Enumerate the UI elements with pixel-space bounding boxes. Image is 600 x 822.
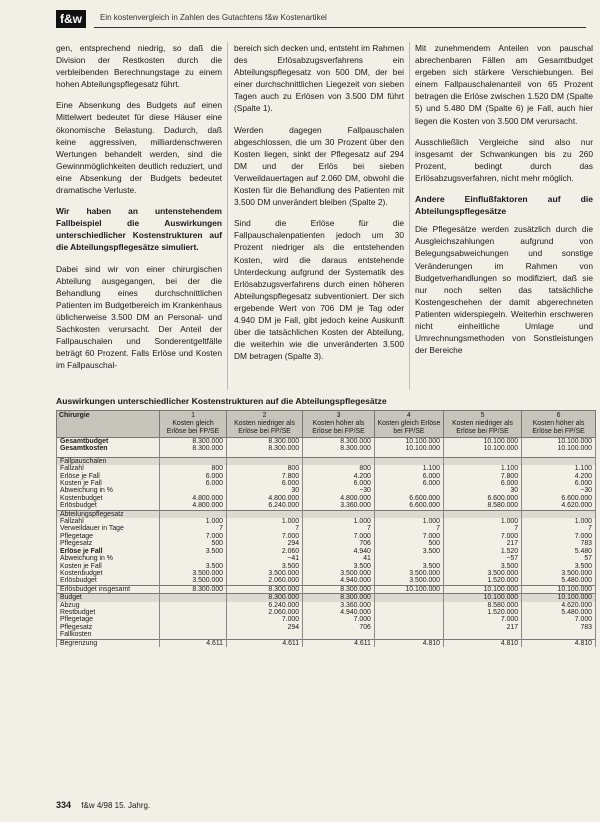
table-cell: 7 [522,525,596,532]
table-row [57,570,596,577]
table-cell [160,624,227,631]
table-cell: 294 [227,540,303,547]
table-cell: 3.360.000 [303,602,375,609]
column-number: 6 [556,412,561,419]
table-cell: 57 [522,555,596,562]
paragraph: Ausschließlich Vergleiche sind also nur insgesamt der Schwankungen bis zu 260 Prozent, bedingt durch das Erlösabzugsverfahren, nicht mehr möglich. [415,136,593,183]
table-cell: 4.200 [522,473,596,480]
table-cell: 4.810 [522,639,596,647]
table-cell: 1.000 [374,518,443,525]
section-heading: Andere Einflußfaktoren auf die Abteilungspflegesätze [415,194,593,217]
column-description: Kosten niedriger als Erlöse bei FP/SE [234,420,295,435]
row-label: Abweichung in % [57,555,160,562]
table-cell: 6.000 [303,480,375,487]
row-label: Pflegesatz [57,624,160,631]
table-row [57,487,596,494]
table-cell [374,510,443,518]
page-header [56,10,586,30]
column-description: Kosten gleich Erlöse bei FP/SE [166,420,220,435]
table-stub-header: Chirurgie [57,411,160,438]
table-cell: −57 [443,555,521,562]
table-cell: 41 [303,555,375,562]
row-label: Verweildauer in Tage [57,525,160,532]
table-cell: 3.500 [374,563,443,570]
table-cell: 3.360.000 [303,502,375,510]
row-label: Kosten je Fall [57,480,160,487]
table-cell: 4.200 [303,473,375,480]
table-cell: 294 [227,624,303,631]
row-label: Erlöse je Fall [57,473,160,480]
table-cell: 3.500 [374,548,443,555]
paragraph: bereich sich decken und, entsteht im Rahmen des Erlösabzugsverfahrens ein Abteilungspflegesatz von 500 DM, der bei einer durchschnittlichen Liegezeit von sieben Tagen auch zu Erlösen von 3.500 DM führt (Spalte 1). [234,43,404,114]
table-cell: 4.611 [160,639,227,647]
table-cell [227,510,303,518]
column-description: Kosten gleich Erlöse bei FP/SE [377,420,441,435]
row-label: Pflegetage [57,533,160,540]
table-row [57,577,596,585]
table-cell [160,602,227,609]
table-cell: 500 [374,540,443,547]
table-cell: 6.600.000 [374,502,443,510]
table-cell [443,631,521,639]
table-cell: 7 [374,525,443,532]
table-row [57,457,596,465]
table-cell: 783 [522,540,596,547]
table-cell: 8.300.000 [227,585,303,593]
paragraph: Dabei sind wir von einer chirurgischen Abteilung ausgegangen, bei der die Behandlung eines durchschnittlichen Patienten im Budgetbereich im Krankenhaus üblicherweise 3.500 DM an Personal- und Sachkosten verursacht. Der Anteil der Fallpauschalen und Sonderentgeltfälle beträgt 60 Prozent. Falls Erlöse und Kosten im Fallpauschal- [56,263,222,371]
table-cell: 4.620.000 [522,502,596,510]
column-number: 4 [407,412,411,419]
table-cell: 7.000 [160,533,227,540]
table-cell [303,631,375,639]
table-cell: 4.611 [227,639,303,647]
table-row [57,609,596,616]
table-cell [160,631,227,639]
table-cell: 4.940.000 [303,609,375,616]
table-row [57,438,596,446]
column-header [522,411,596,438]
table-cell [374,631,443,639]
table-row [57,510,596,518]
table-cell: 8.580.000 [443,602,521,609]
table-row [57,585,596,593]
table-cell: 10.100.000 [522,585,596,593]
table-cell: 5.480.000 [522,577,596,585]
table-cell: 7.000 [227,533,303,540]
table-cell [374,457,443,465]
table-cell: 10.100.000 [374,445,443,452]
column-number: 5 [480,412,485,419]
table-row [57,525,596,532]
table-cell: 7 [227,525,303,532]
column-header [160,411,227,438]
row-label: Budget [57,594,160,602]
text-column-3 [415,42,593,365]
table-cell: 6.600.000 [522,495,596,502]
table-cell: 3.500 [522,563,596,570]
table-cell: 6.600.000 [443,495,521,502]
table-row [57,616,596,623]
row-label: Erlösbudget [57,502,160,510]
row-label: Kosten je Fall [57,563,160,570]
table-cell: 4.611 [303,639,375,647]
table-cell [160,510,227,518]
table-row [57,495,596,502]
row-label: Kostenbudget [57,570,160,577]
table-cell: 8.300.000 [160,445,227,452]
table-cell: 6.600.000 [374,495,443,502]
journal-logo: f&w [56,10,86,28]
table-cell: 1.000 [227,518,303,525]
table-cell [160,609,227,616]
table-cell: 4.800.000 [160,502,227,510]
table-cell: 7.000 [522,616,596,623]
table-cell: 3.500 [227,563,303,570]
table-cell: 10.100.000 [374,438,443,446]
table-cell: 706 [303,540,375,547]
table-cell: 3.500.000 [522,570,596,577]
table-cell: 217 [443,624,521,631]
table-cell: 6.240.000 [227,602,303,609]
column-header [227,411,303,438]
table-cell [160,555,227,562]
table-cell: 10.100.000 [522,445,596,452]
table-cell: 10.100.000 [443,594,521,602]
table-cell: 7 [303,525,375,532]
table-cell: 7.000 [443,533,521,540]
paragraph: Werden dagegen Fallpauschalen abgeschlossen, die um 30 Prozent über den Kosten liegen, sinkt der Pflegesatz auf 294 DM und der Erlös bei sieben Verweildauertagen auf 2.060 DM, obwohl die Kosten für die Behandlung des Patienten mit 3.500 DM unverändert bleiben (Spalte 2). [234,124,404,208]
table-cell: 3.500 [303,563,375,570]
table-cell: 2.060 [227,548,303,555]
table-cell: 7.000 [303,533,375,540]
table-cell: 4.810 [443,639,521,647]
table-cell: 6.000 [374,480,443,487]
table-row [57,602,596,609]
table-cell: 3.500.000 [160,577,227,585]
table-cell: 3.500.000 [374,570,443,577]
table-cell [160,594,227,602]
table-cell [227,457,303,465]
table-cell [522,457,596,465]
table-row [57,563,596,570]
row-label: Erlösbudget [57,577,160,585]
row-label: Gesamtbudget [57,438,160,446]
running-head: Ein kostenvergleich in Zahlen des Gutachtens f&w Kostenartikel [100,13,327,22]
table-cell: 1.000 [160,518,227,525]
table-row [57,639,596,647]
table-cell: 4.940.000 [303,577,375,585]
issue-info: f&w 4/98 15. Jahrg. [81,801,151,810]
column-description: Kosten höher als Erlöse bei FP/SE [532,420,585,435]
table-cell: 4.800.000 [160,495,227,502]
table-row [57,631,596,639]
table-cell: 8.300.000 [303,585,375,593]
table-cell: 3.500.000 [160,570,227,577]
text-column-2 [234,42,404,371]
column-number: 2 [262,412,267,419]
table-cell: 3.500 [160,563,227,570]
table-cell [374,624,443,631]
table-cell: 30 [227,487,303,494]
table-cell [303,457,375,465]
table-body [57,438,596,647]
table-cell: 8.300.000 [227,445,303,452]
table-row [57,502,596,510]
table-cell: 8.300.000 [160,438,227,446]
table-cell: 7.000 [303,616,375,623]
paragraph: Mit zunehmendem Anteilen von pauschal abrechenbaren Fällen am Gesamtbudget ergeben sich stärkere Verschiebungen. Bei einem Fallpauschalenanteil von 65 Prozent betragen die Erlöse zwischen 1.520 DM (Spalte 5) und 5.480 DM (Spalte 6) je Fall, auch hier liegen die Kosten von 3.500 DM verursacht. [415,43,593,126]
table-cell: 10.100.000 [522,594,596,602]
paragraph: gen, entsprechend niedrig, so daß die Division der Restkosten durch die verbleibenden Berechnungstage zu einem hohen Abteilungspflegesatz führt. [56,43,222,90]
row-label: Erlöse je Fall [57,548,160,555]
table-cell: 6.240.000 [227,502,303,510]
row-label: Abteilungspflegesatz [57,510,160,518]
table-cell: 6.000 [160,480,227,487]
table-cell [227,631,303,639]
table-title: Auswirkungen unterschiedlicher Kostenstrukturen auf die Abteilungspflegesätze [56,396,387,406]
table-cell: 4.800.000 [303,495,375,502]
table-cell [443,457,521,465]
column-description: Kosten höher als Erlöse bei FP/SE [312,420,365,435]
table-cell: 8.300.000 [227,594,303,602]
table-cell: 800 [160,465,227,472]
table-cell: 217 [443,540,521,547]
table-cell [522,631,596,639]
row-label: Fallzahl [57,465,160,472]
table-cell: 10.100.000 [374,585,443,593]
table-cell [160,457,227,465]
table-cell: 4.620.000 [522,602,596,609]
row-label: Restbudget [57,609,160,616]
row-label: Fallkosten [57,631,160,639]
table-cell: 3.500.000 [374,577,443,585]
table-cell: 7.000 [443,616,521,623]
table-cell: 1.520 [443,548,521,555]
table-row [57,548,596,555]
table-cell: 1.520.000 [443,577,521,585]
table-cell: 8.300.000 [227,438,303,446]
table-row [57,445,596,452]
table-cell: 7.000 [374,533,443,540]
column-header [374,411,443,438]
table-cell: 7.000 [227,616,303,623]
table-row [57,624,596,631]
table-cell: 8.300.000 [303,438,375,446]
row-label: Abweichung in % [57,487,160,494]
paragraph: Sind die Erlöse für die Fallpauschalenpatienten jedoch um 30 Prozent niedriger als die entstehenden Kosten, wird die daraus entstehende Unterdeckung aufgrund der Systematik des Erlösabzugsverfahrens durch einen höheren Abteilungspflegesatz subventioniert. Der sich ergebende Wert von 706 DM je Tag oder 4.940 DM je Fall, gibt jedoch keine Auskunft über die tatsächlichen Kosten der Abteilung, die weiterhin wie die unveränderten 3.500 DM betragen (Spalte 3). [234,218,404,362]
table-cell: 7 [160,525,227,532]
row-label: Fallzahl [57,518,160,525]
table-cell [160,616,227,623]
column-header [303,411,375,438]
table-row [57,480,596,487]
row-label: Abzug [57,602,160,609]
paragraph: Die Pflegesätze werden zusätzlich durch die Ausgleichszahlungen aufgrund von Belegungsabweichungen und sonstige Veränderungen im Rahmen von Budgetverhandlungen so modifiziert, daß sie nur noch selten das tatsächliche Kostengeschehen der damit abgerechneten Patienten widerspiegeln. Weiterhin erschweren nicht einheitliche Umlage und Umrechnungsmethoden von Sonstleistungen der Bereiche [415,224,593,356]
table-cell: 5.480 [522,548,596,555]
table-cell: 30 [443,487,521,494]
table-cell: 800 [227,465,303,472]
table-cell: 500 [160,540,227,547]
table-cell [160,487,227,494]
table-cell: 4.940 [303,548,375,555]
table-row [57,533,596,540]
table-cell: −30 [303,487,375,494]
table-cell: 7.000 [522,533,596,540]
column-divider [409,42,410,390]
row-label: Erlösbudget insgesamt [57,585,160,593]
column-number: 1 [191,412,195,419]
table-row [57,473,596,480]
row-label: Begrenzung [57,639,160,647]
table-cell [374,602,443,609]
table-cell: 8.300.000 [303,594,375,602]
table-cell: 8.300.000 [160,585,227,593]
table-cell: 1.000 [443,518,521,525]
table-cell [374,487,443,494]
row-label: Gesamtkosten [57,445,160,452]
table-cell: 706 [303,624,375,631]
table-cell: 8.580.000 [443,502,521,510]
row-label: Pflegetage [57,616,160,623]
table-cell: 1.100 [443,465,521,472]
table-cell [522,510,596,518]
table-cell [443,510,521,518]
table-cell: −30 [522,487,596,494]
table-cell: 6.000 [522,480,596,487]
table-cell: 1.100 [522,465,596,472]
row-label: Fallpauschalen [57,457,160,465]
table-cell: 3.500 [160,548,227,555]
table-cell: 6.000 [227,480,303,487]
table-row [57,594,596,602]
table-cell: 10.100.000 [443,585,521,593]
table-cell: 10.100.000 [443,445,521,452]
row-label: Kostenbudget [57,495,160,502]
table-cell: 4.810 [374,639,443,647]
table-cell: 783 [522,624,596,631]
table-cell: 8.300.000 [303,445,375,452]
column-header [443,411,521,438]
column-divider [227,42,228,390]
table-cell: 3.500.000 [227,570,303,577]
header-rule [94,27,586,28]
table-row [57,555,596,562]
table-cell: 1.100 [374,465,443,472]
table-cell: 1.000 [522,518,596,525]
table-cell: 2.060.000 [227,609,303,616]
table-cell: 1.000 [303,518,375,525]
column-number: 3 [336,412,341,419]
paragraph: Wir haben an untenstehendem Fallbeispiel die Auswirkungen unterschiedlicher Kostenstrukturen auf die Abteilungspflegesätze simuliert. [56,206,222,253]
table-cell: 3.500.000 [303,570,375,577]
table-cell [374,594,443,602]
table-cell: 6.000 [374,473,443,480]
table-cell: 1.520.000 [443,609,521,616]
table-cell: 7.800 [227,473,303,480]
table-cell [374,616,443,623]
table-header-row [57,411,596,438]
table-cell [303,510,375,518]
table-cell: 5.480.000 [522,609,596,616]
table-cell [374,555,443,562]
table-cell: 3.500.000 [443,570,521,577]
table-cell: 800 [303,465,375,472]
table-cell: 6.000 [160,473,227,480]
table-cell: 7 [443,525,521,532]
text-column-1 [56,42,222,380]
table-cell: 10.100.000 [443,438,521,446]
table-row [57,465,596,472]
table-cell: 6.000 [443,480,521,487]
data-table [56,410,596,647]
table-cell: 7.800 [443,473,521,480]
table-cell: 4.800.000 [227,495,303,502]
paragraph: Eine Absenkung des Budgets auf einen Mittelwert bedeutet für diese Häuser eine ökonomische Belastung. Dadurch, daß keine aggressiven, milliardenschweren Wertungen behandelt werden, sind die Gewinnmöglichkeiten deutlich reduziert, und eine Absenkung der Budgets bedeutet dramatische Verluste. [56,100,222,196]
column-description: Kosten niedriger als Erlöse bei FP/SE [452,420,513,435]
row-label: Pflegesatz [57,540,160,547]
table-cell [374,609,443,616]
table-cell: −41 [227,555,303,562]
page-footer [56,800,150,810]
table-cell: 2.060.000 [227,577,303,585]
page-number: 334 [56,800,72,810]
table-cell: 10.100.000 [522,438,596,446]
table-row [57,518,596,525]
table-cell: 3.500 [443,563,521,570]
table-row [57,540,596,547]
